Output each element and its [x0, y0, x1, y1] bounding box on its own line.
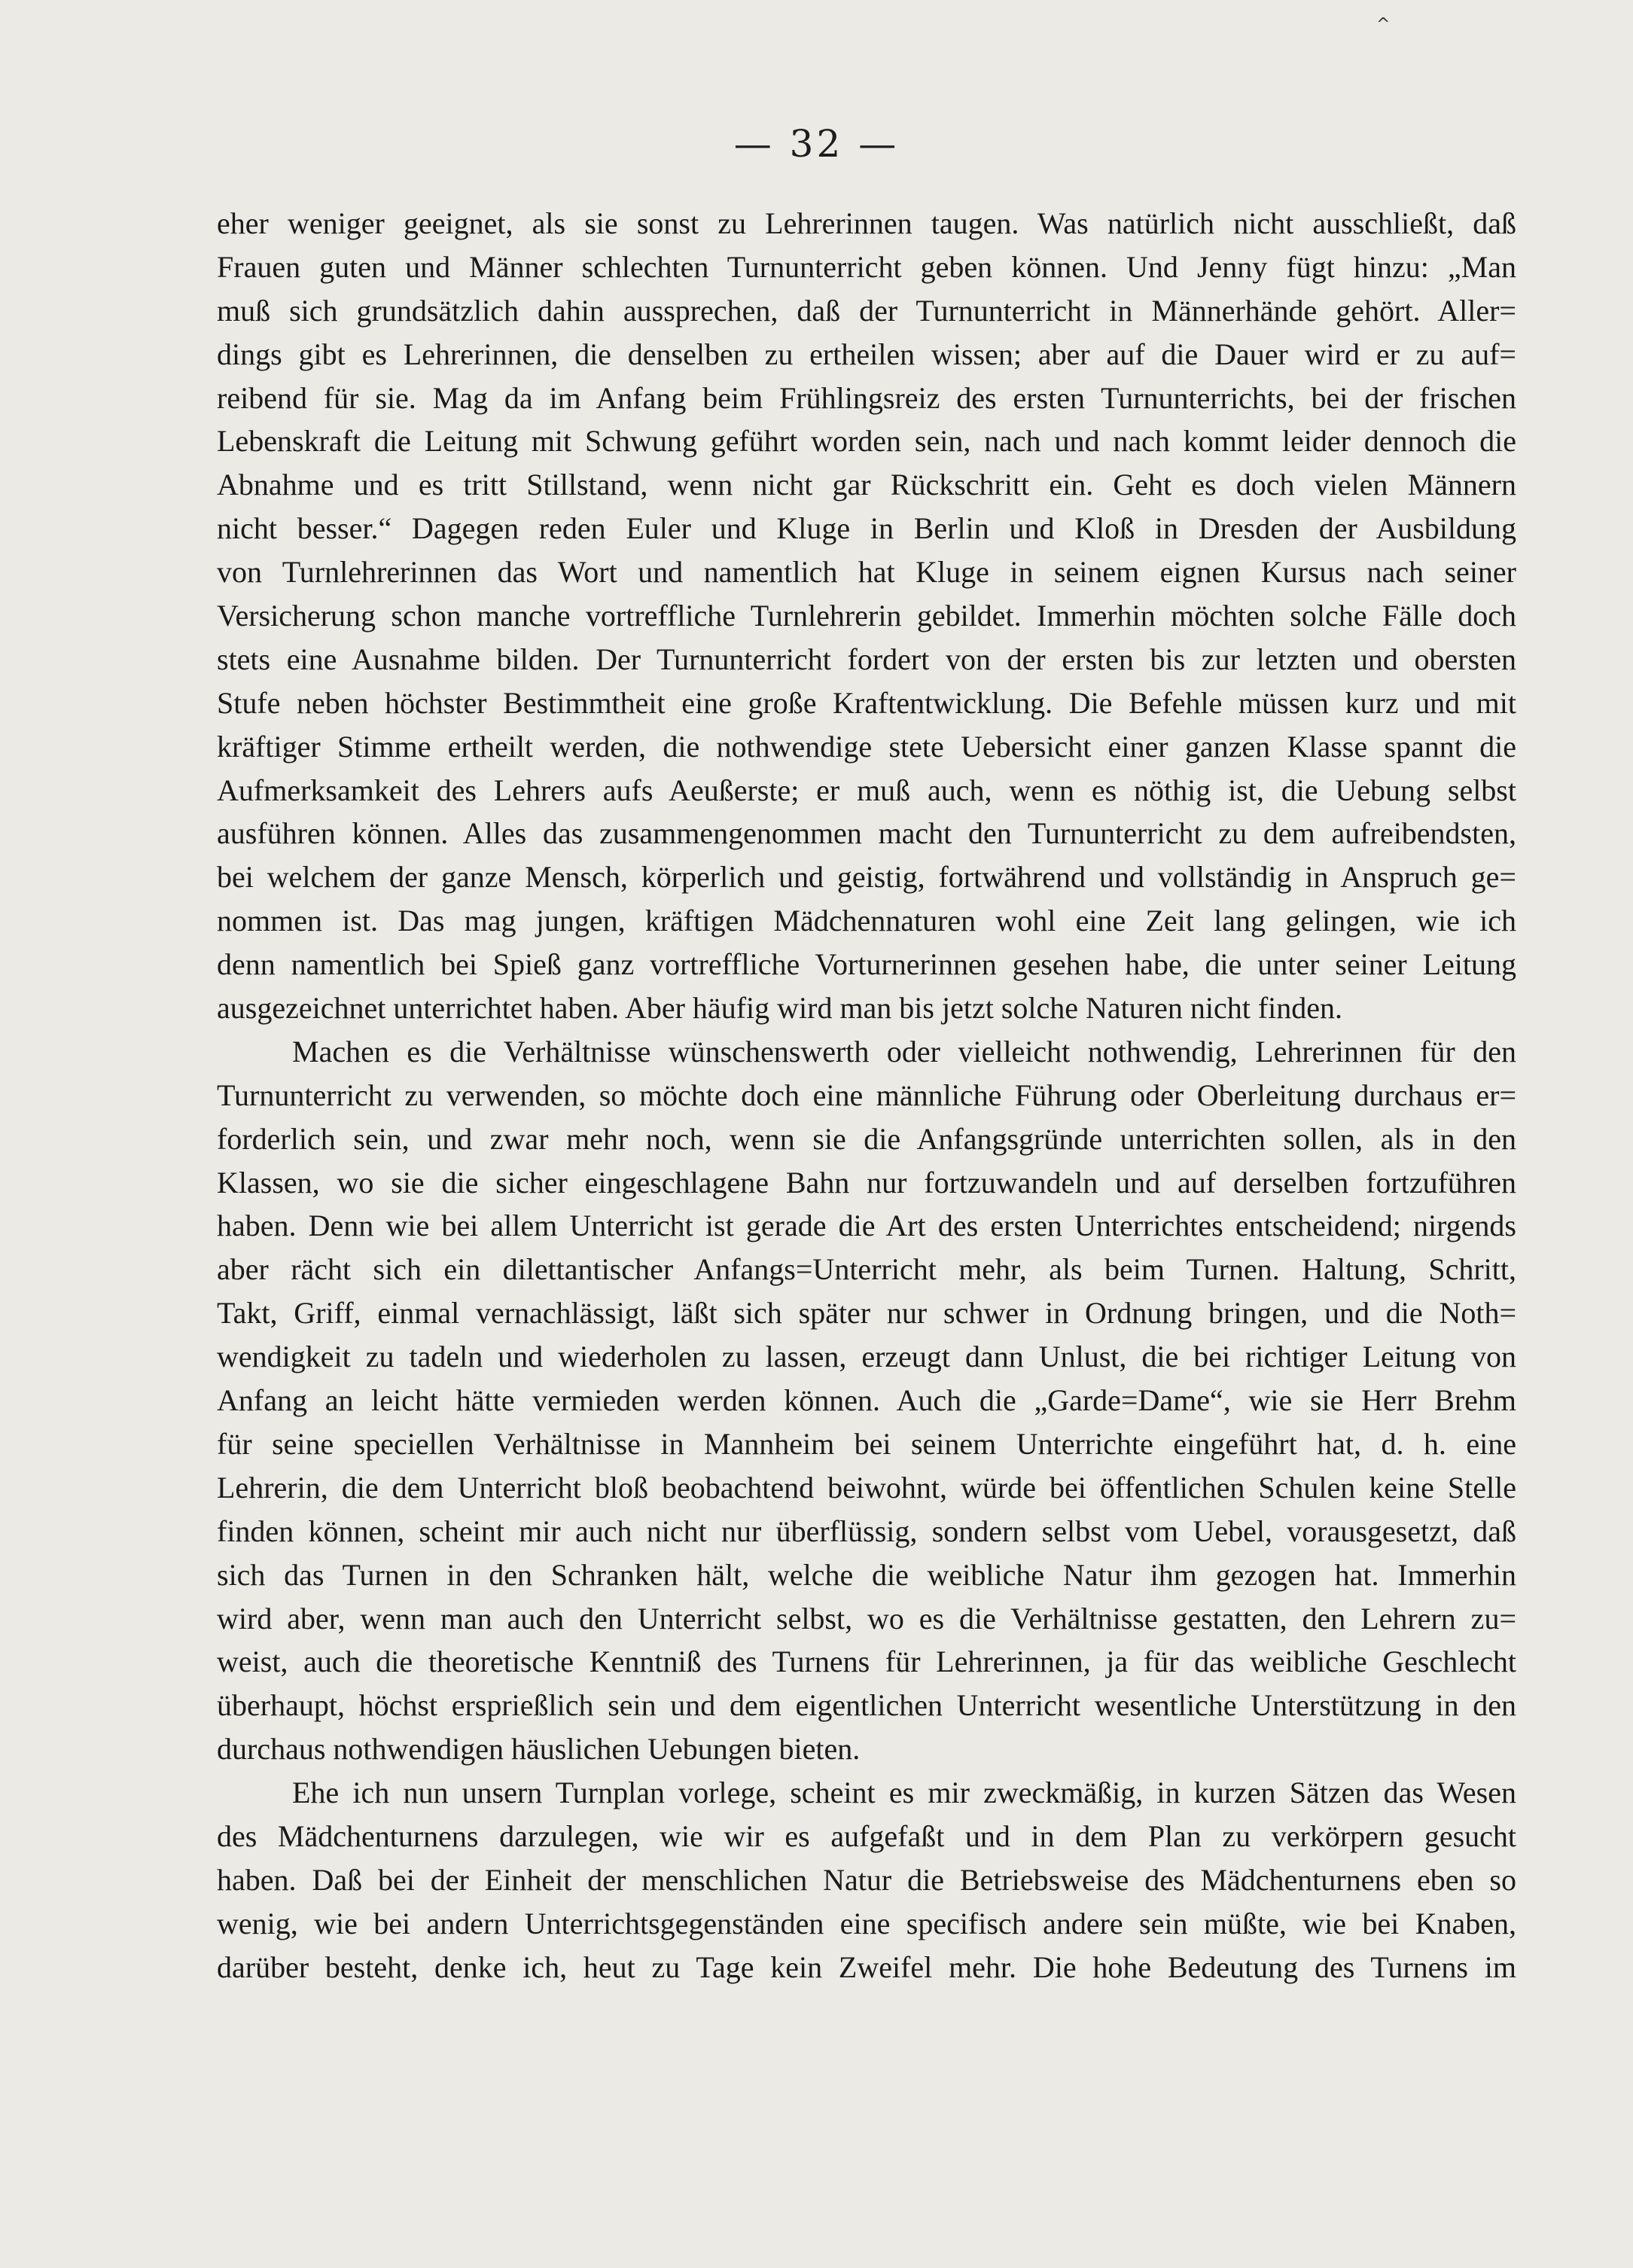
- text-line: eher weniger geeignet, als sie sonst zu Lehrerinnen taugen. Was natürlich nicht ausschließt, daß: [217, 206, 1516, 240]
- page-number: — 32 —: [733, 122, 900, 166]
- text-line: dings gibt es Lehrerinnen, die denselben zu ertheilen wissen; aber auf die Dauer wird er zu auf=: [217, 337, 1516, 371]
- text-line: finden können, scheint mir auch nicht nur überflüssig, sondern selbst vom Uebel, vorausgesetzt, daß: [217, 1514, 1516, 1548]
- paragraph-first-line: Ehe ich nun unsern Turnplan vorlege, scheint es mir zweckmäßig, in kurzen Sätzen das Wesen: [292, 1776, 1516, 1810]
- text-line: haben. Daß bei der Einheit der menschlichen Natur die Betriebsweise des Mädchenturnens eben so: [217, 1862, 1516, 1897]
- text-line: ausgezeichnet unterrichtet haben. Aber häufig wird man bis jetzt solche Naturen nicht finden.: [217, 991, 1343, 1026]
- text-line: Anfang an leicht hätte vermieden werden können. Auch die „Garde=Dame“, wie sie Herr Brehm: [217, 1383, 1516, 1418]
- text-line: sich das Turnen in den Schranken hält, welche die weibliche Natur ihm gezogen hat. Immerhin: [217, 1557, 1516, 1592]
- text-line: Versicherung schon manche vortreffliche Turnlehrerin gebildet. Immerhin möchten solche Fälle doch: [217, 599, 1516, 633]
- text-line: aber rächt sich ein dilettantischer Anfangs=Unterricht mehr, als beim Turnen. Haltung, Schritt,: [217, 1252, 1516, 1287]
- text-line: für seine speciellen Verhältnisse in Mannheim bei seinem Unterrichte eingeführt hat, d. h. eine: [217, 1426, 1516, 1461]
- text-line: Abnahme und es tritt Stillstand, wenn nicht gar Rückschritt ein. Geht es doch vielen Männern: [217, 468, 1516, 502]
- text-line: reibend für sie. Mag da im Anfang beim Frühlingsreiz des ersten Turnunterrichts, bei der frischen: [217, 380, 1516, 415]
- text-line: nommen ist. Das mag jungen, kräftigen Mädchennaturen wohl eine Zeit lang gelingen, wie ich: [217, 904, 1516, 938]
- text-line: bei welchem der ganze Mensch, körperlich und geistig, fortwährend und vollständig in Anspruch ge=: [217, 860, 1516, 895]
- text-line: Takt, Griff, einmal vernachlässigt, läßt sich später nur schwer in Ordnung bringen, und die Noth=: [217, 1296, 1516, 1331]
- text-line: darüber besteht, denke ich, heut zu Tage kein Zweifel mehr. Die hohe Bedeutung des Turnens im: [217, 1949, 1516, 1984]
- text-line: durchaus nothwendigen häuslichen Uebungen bieten.: [217, 1732, 861, 1767]
- text-line: überhaupt, höchst ersprießlich sein und dem eigentlichen Unterricht wesentliche Unterstützung in den: [217, 1688, 1516, 1723]
- text-line: wird aber, wenn man auch den Unterricht selbst, wo es die Verhältnisse gestatten, den Lehrern zu=: [217, 1601, 1516, 1635]
- text-line: von Turnlehrerinnen das Wort und namentlich hat Kluge in seinem eignen Kursus nach seiner: [217, 555, 1516, 590]
- text-line: Lebenskraft die Leitung mit Schwung geführt worden sein, nach und nach kommt leider dennoch die: [217, 424, 1516, 459]
- text-line: forderlich sein, und zwar mehr noch, wenn sie die Anfangsgründe unterrichten sollen, als in den: [217, 1121, 1516, 1156]
- corner-mark: ^: [1376, 15, 1391, 34]
- text-line: Lehrerin, die dem Unterricht bloß beobachtend beiwohnt, würde bei öffentlichen Schulen keine Stelle: [217, 1470, 1516, 1504]
- text-line: kräftiger Stimme ertheilt werden, die nothwendige stete Uebersicht einer ganzen Klasse spannt die: [217, 729, 1516, 764]
- text-line: weist, auch die theoretische Kenntniß des Turnens für Lehrerinnen, ja für das weibliche Geschlecht: [217, 1645, 1516, 1679]
- text-line: denn namentlich bei Spieß ganz vortreffliche Vorturnerinnen gesehen habe, die unter seiner Leitung: [217, 947, 1516, 982]
- text-line: ausführen können. Alles das zusammengenommen macht den Turnunterricht zu dem aufreibendsten,: [217, 816, 1516, 851]
- body-text: [217, 202, 1516, 1989]
- text-line: wendigkeit zu tadeln und wiederholen zu lassen, erzeugt dann Unlust, die bei richtiger Leitung von: [217, 1340, 1516, 1374]
- text-line: muß sich grundsätzlich dahin aussprechen, daß der Turnunterricht in Männerhände gehört. Aller=: [217, 293, 1516, 328]
- text-line: Frauen guten und Männer schlechten Turnunterricht geben können. Und Jenny fügt hinzu: „Man: [217, 249, 1516, 284]
- text-line: Aufmerksamkeit des Lehrers aufs Aeußerste; er muß auch, wenn es nöthig ist, die Uebung selbst: [217, 773, 1516, 807]
- text-line: Klassen, wo sie die sicher eingeschlagene Bahn nur fortzuwandeln und auf derselben fortzuführen: [217, 1165, 1516, 1200]
- text-line: des Mädchenturnens darzulegen, wie wir es aufgefaßt und in dem Plan zu verkörpern gesucht: [217, 1818, 1516, 1853]
- text-line: Turnunterricht zu verwenden, so möchte doch eine männliche Führung oder Oberleitung durchaus er=: [217, 1078, 1516, 1112]
- text-line: wenig, wie bei andern Unterrichtsgegenständen eine specifisch andere sein müßte, wie bei Knaben,: [217, 1906, 1516, 1940]
- text-line: haben. Denn wie bei allem Unterricht ist gerade die Art des ersten Unterrichtes entscheidend; nirgends: [217, 1209, 1516, 1243]
- text-line: stets eine Ausnahme bilden. Der Turnunterricht fordert von der ersten bis zur letzten und obersten: [217, 642, 1516, 676]
- text-line: Stufe neben höchster Bestimmtheit eine große Kraftentwicklung. Die Befehle müssen kurz und mit: [217, 685, 1516, 720]
- paragraph-first-line: Machen es die Verhältnisse wünschenswerth oder vielleicht nothwendig, Lehrerinnen für den: [292, 1034, 1516, 1068]
- text-line: nicht besser.“ Dagegen reden Euler und Kluge in Berlin und Kloß in Dresden der Ausbildung: [217, 511, 1516, 546]
